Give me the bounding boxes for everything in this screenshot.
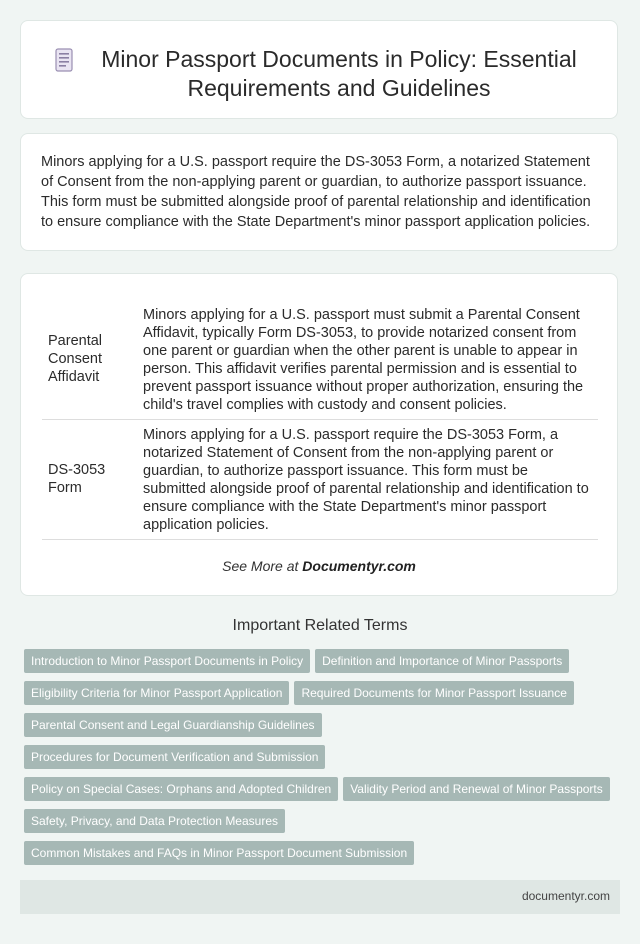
related-terms-heading: Important Related Terms <box>232 617 408 634</box>
related-terms-list <box>24 649 624 873</box>
related-term-tag[interactable]: Procedures for Document Verification and Submission <box>24 745 325 769</box>
table-row <box>42 300 598 419</box>
table-definition: Minors applying for a U.S. passport must submit a Parental Consent Affidavit, typically Form DS-3053, to provide notarized consent from one parent or guardian when the other parent is unable to appear in person. This affidavit verifies parental permission and is essential to prevent passport issuance without proper authorization, ensuring the child's travel complies with custody and consent policies. <box>135 300 599 419</box>
footer <box>20 880 620 914</box>
related-term-tag[interactable]: Eligibility Criteria for Minor Passport Application <box>24 681 289 705</box>
definition-table <box>42 300 598 540</box>
table-term: DS-3053 Form <box>42 419 135 539</box>
table-term: Parental Consent Affidavit <box>42 300 135 419</box>
see-more-site[interactable]: Documentyr.com <box>302 558 416 574</box>
table-row <box>42 419 598 539</box>
footer-site[interactable]: documentyr.com <box>521 889 610 903</box>
related-term-tag[interactable]: Validity Period and Renewal of Minor Passports <box>343 777 610 801</box>
summary-text: Minors applying for a U.S. passport require the DS-3053 Form, a notarized Statement of Consent from the non-applying parent or guardian, to authorize passport issuance. This form must be submitted alongside proof of parental relationship and identification to ensure compliance with the State Department's minor passport application policies. <box>41 154 591 230</box>
related-term-tag[interactable]: Introduction to Minor Passport Documents in Policy <box>24 649 310 673</box>
related-term-tag[interactable]: Required Documents for Minor Passport Issuance <box>294 681 573 705</box>
see-more-link[interactable] <box>21 558 617 574</box>
related-term-tag[interactable]: Definition and Importance of Minor Passports <box>315 649 569 673</box>
related-term-tag[interactable]: Safety, Privacy, and Data Protection Measures <box>24 809 285 833</box>
related-term-tag[interactable]: Parental Consent and Legal Guardianship Guidelines <box>24 713 322 737</box>
table-definition: Minors applying for a U.S. passport require the DS-3053 Form, a notarized Statement of Consent from the non-applying parent or guardian, to authorize passport issuance. This form must be submitted alongside proof of parental relationship and identification to ensure compliance with the State Department's minor passport application policies. <box>135 419 599 539</box>
summary-card <box>20 133 618 251</box>
page-title: Minor Passport Documents in Policy: Essential Requirements and Guidelines <box>101 46 577 101</box>
related-term-tag[interactable]: Common Mistakes and FAQs in Minor Passport Document Submission <box>24 841 414 865</box>
related-term-tag[interactable]: Policy on Special Cases: Orphans and Adopted Children <box>24 777 338 801</box>
title-card <box>20 20 618 119</box>
definition-card <box>20 273 618 596</box>
see-more-prefix: See More at <box>222 558 303 574</box>
